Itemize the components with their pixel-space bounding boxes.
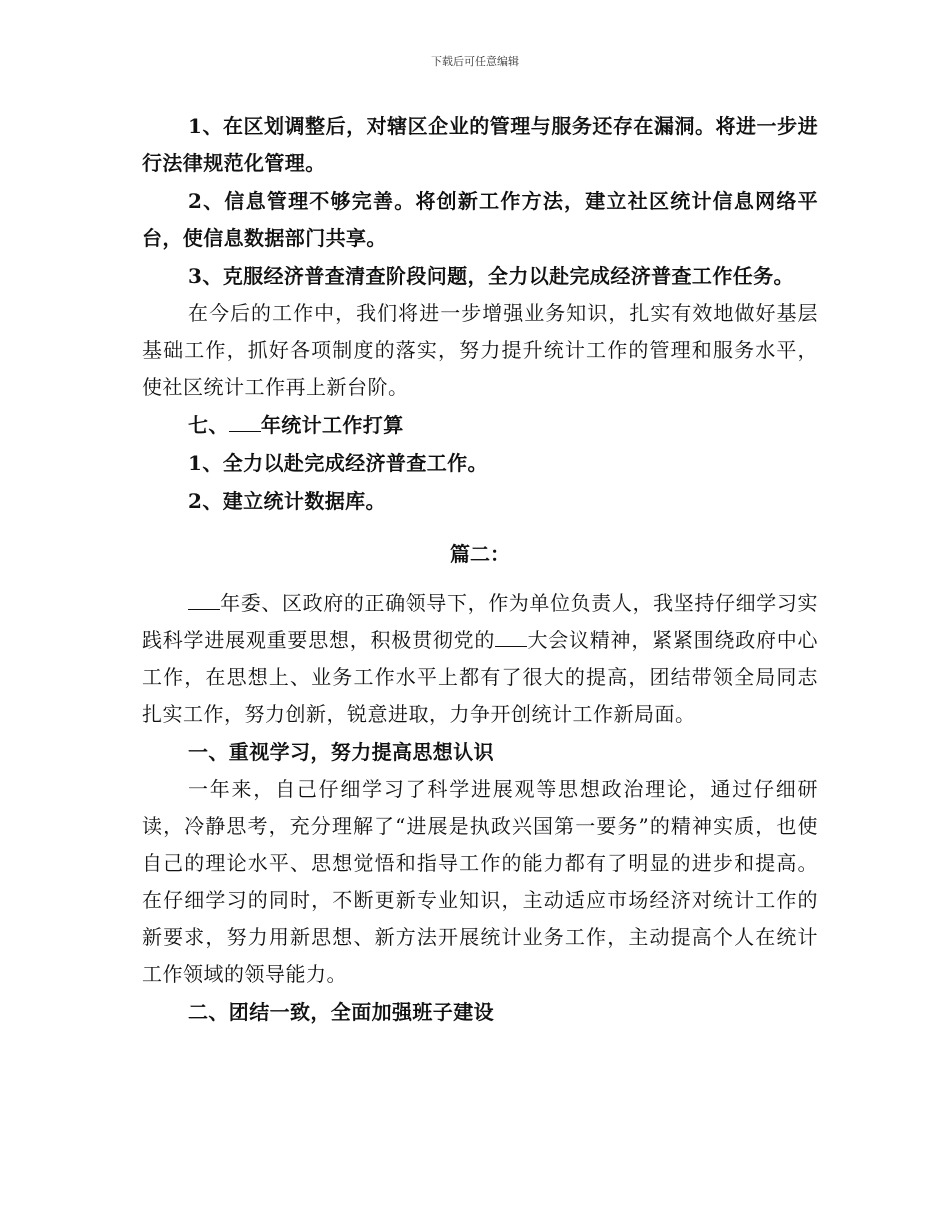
heading-work-plan-prefix: 七、: [188, 413, 229, 437]
blank-underline: [229, 413, 261, 432]
blank-underline: [495, 628, 527, 647]
heading-study: 一、重视学习，努力提高思想认识: [188, 740, 494, 764]
heading-unity: 二、团结一致，全面加强班子建设: [188, 1000, 494, 1024]
page-header: 下载后可任意编辑: [431, 55, 519, 68]
paragraph-issue-3: 3、克服经济普查清查阶段问题，全力以赴完成经济普查工作任务。: [188, 264, 794, 288]
blank-underline: [188, 591, 220, 610]
paragraph-issue-1: 1、在区划调整后，对辖区企业的管理与服务还存在漏洞。将进一步进行法律规范化管理。: [142, 114, 818, 175]
paragraph-study: 一年来，自己仔细学习了科学进展观等思想政治理论，通过仔细研读，冷静思考，充分理解了“进展是执政兴国第一要务”的精神实质，也使自己的理论水平、思想觉悟和指导工作的能力都有了明显的进步和提高。在仔细学习的同时，不断更新专业知识，主动适应市场经济对统计工作的新要求，努力用新思想、新方法开展统计业务工作，主动提高个人在统计工作领域的领导能力。: [142, 777, 818, 986]
plan-item-1: 1、全力以赴完成经济普查工作。: [188, 451, 488, 475]
heading-work-plan: [142, 407, 818, 444]
paragraph-intro-part-a: 年委、区政府的正确领导下，作为单位负责人，我坚持仔细学习实践科学进展观重要思想，积极贯彻党的: [142, 591, 818, 652]
paragraph-issue-2: 2、信息管理不够完善。将创新工作方法，建立社区统计信息网络平台，使信息数据部门共享。: [142, 189, 818, 250]
paragraph-intro-part-b: 大会议精神，紧紧围绕政府中心工作，在思想上、业务工作水平上都有了很大的提高，团结带领全局同志扎实工作，努力创新，锐意进取，力争开创统计工作新局面。: [142, 628, 819, 726]
section-title: 篇二：: [450, 542, 510, 566]
plan-item-2: 2、建立统计数据库。: [188, 489, 386, 513]
paragraph-intro: [142, 585, 818, 733]
document-body: [142, 108, 818, 1031]
heading-work-plan-suffix: 年统计工作打算: [260, 413, 404, 437]
paragraph-outlook: 在今后的工作中，我们将进一步增强业务知识，扎实有效地做好基层基础工作，抓好各项制度的落实，努力提升统计工作的管理和服务水平，使社区统计工作再上新台阶。: [142, 301, 818, 399]
